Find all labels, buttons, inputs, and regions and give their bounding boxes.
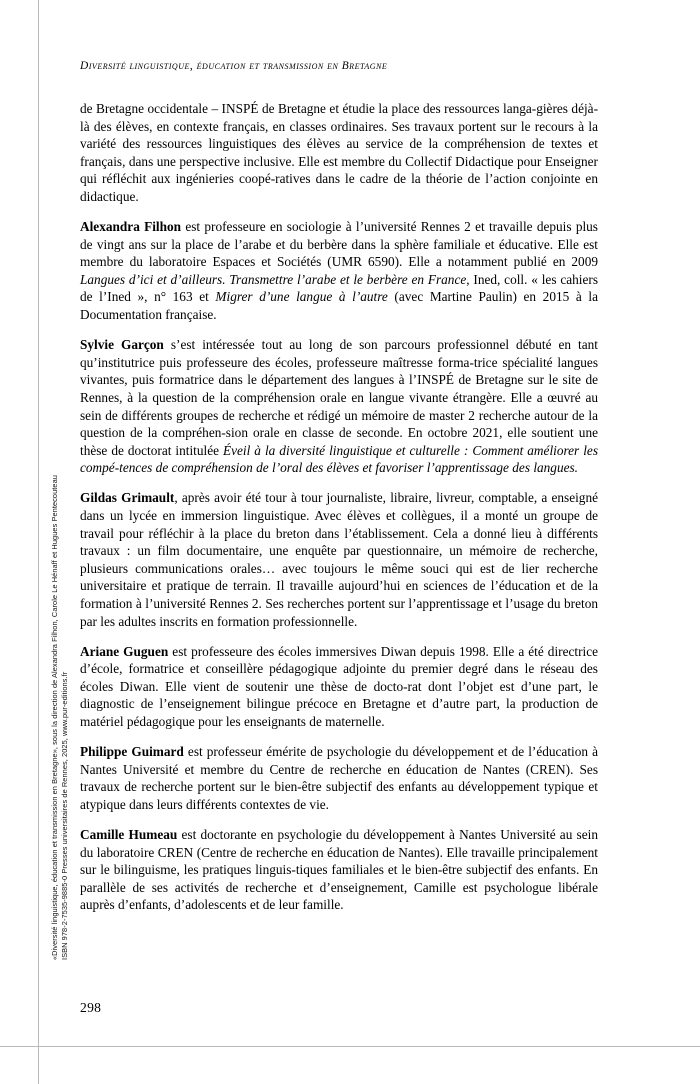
page-number: 298 — [80, 1000, 102, 1015]
title-italic: Langues d’ici et d’ailleurs. Transmettre l’arabe et le berbère en France — [80, 271, 467, 287]
spine-line-2: ISBN 978-2-7535-9885-0 Presses universitaires de Rennes, 2025, www.pur-editions.fr — [60, 671, 69, 960]
title-italic: Migrer d’une langue à l’autre — [215, 289, 388, 305]
contributor-name: Ariane Guguen — [80, 643, 169, 659]
para-ariane-guguen — [80, 643, 598, 731]
paragraph-text: de Bretagne occidentale – INSPÉ de Bretagne et étudie la place des ressources langa-gières déjà-là des élèves, en contexte français, en classes ordinaires. Ses travaux portent sur le recours à la variété des ressources linguistiques des élèves au service de la compréhension de textes et français, dans une perspective inclusive. Elle est membre du Collectif Didactique pour Enseigner qui réfléchit aux ingénieries coopé-ratives dans le cadre de la théorie de l’action conjointe en didactique. — [80, 101, 598, 204]
contributor-name: Sylvie Garçon — [80, 337, 164, 353]
contributor-name: Philippe Guimard — [80, 744, 184, 760]
page-border-vertical-rule — [38, 0, 39, 1084]
paragraph-text: est professeure en sociologie à l’université Rennes 2 et travaille depuis plus de vingt ans sur la place de l’arabe et du berbère dans la sphère familiale et éducative. Elle est membre du laboratoire Espaces et Sociétés (UMR 6590). Elle a notamment publié en 2009 — [80, 219, 598, 270]
para-sylvie-garcon — [80, 336, 598, 477]
spine-copyright-text — [50, 340, 70, 960]
contributor-name: Gildas Grimault — [80, 490, 175, 506]
para-alexandra-filhon — [80, 218, 598, 324]
contributor-name: Camille Humeau — [80, 826, 178, 842]
para-gildas-grimault — [80, 489, 598, 630]
para-philippe-guimard — [80, 743, 598, 813]
paragraph-text: est professeur émérite de psychologie du développement et de l’éducation à Nantes Université et membre du Centre de recherche en éducation de Nantes (CREN). Ses travaux de recherche portent sur le bien-être subjectif des enfants au développement typique et atypique dans leurs différents contextes de vie. — [80, 744, 598, 812]
paragraph-text: est doctorante en psychologie du développement à Nantes Université au sein du laboratoire CREN (Centre de recherche en éducation de Nantes). Elle travaille principalement sur le bilinguisme, les pratiques linguis-tiques familiales et le bien-être subjectif des enfants. En parallèle de ses activités de recherche et d’enseignement, Camille est psychologue libérale auprès d’enfants, d’adolescents et de leur famille. — [80, 826, 598, 913]
contributor-name: Alexandra Filhon — [80, 219, 182, 235]
running-head: Diversité linguistique, éducation et transmission en Bretagne — [80, 60, 388, 72]
spine-line-1: «Diversité linguistique, éducation et transmission en Bretagne», sous la direction de Alexandra Filhon, Carole Le Hénaff et Hugues Pentecouteau — [50, 475, 59, 960]
paragraph-text: , après avoir été tour à tour journaliste, libraire, livreur, comptable, a enseigné dans un lycée en immersion linguistique. Avec élèves et collègues, il a monté un groupe de travail pour réfléchir à la place du breton dans l’établissement. Cela a donné lieu à différents travaux : un film documentaire, une enquête par questionnaire, un mémoire de recherche, plusieurs communications orales… avec toujours le même souci qui est de lier recherche universitaire et pratique de terrain. Il travaille aujourd’hui en sciences de l’éducation et de la formation à l’université Rennes 2. Ses recherches portent sur l’apprentissage et l’usage du breton par les adultes inscrits en formation professionnelle. — [80, 490, 598, 629]
paragraph-text: est professeure des écoles immersives Diwan depuis 1998. Elle a été directrice d’école, formatrice et conseillère pédagogique adjointe du premier degré dans le réseau des écoles Diwan. Elle vient de soutenir une thèse de docto-rat dont l’objet est d’une part, le diagnostic de l’enseignement bilingue précoce en Bretagne et d’autre part, la production de matériel pédagogique pour les enseignants de maternelle. — [80, 643, 599, 729]
page-border-bottom-rule — [0, 1046, 700, 1047]
body-text — [80, 100, 598, 914]
para-camille-humeau — [80, 826, 598, 914]
title-italic: Éveil à la diversité linguistique et culturelle : Comment améliorer les compé-tences de compréhension de l’oral des élèves et favoriser l’apprentissage des langues. — [80, 442, 599, 476]
paragraph-text: , Ined, coll. « les cahiers de l’Ined », n° 163 et — [80, 271, 598, 305]
para-continuation — [80, 100, 598, 206]
paragraph-text: (avec Martine Paulin) en 2015 à la Documentation française. — [80, 289, 598, 323]
paragraph-text: s’est intéressée tout au long de son parcours professionnel débuté en tant qu’institutrice puis professeure des écoles, professeure maîtresse forma-trice spécialité langues vivantes, puis formatrice dans le département des langues à l’INSPÉ de Bretagne sur le site de Rennes, à la question de la compréhension orale en langue vivante étrangère. Elle a œuvré au sein de différents groupes de recherche et rédigé un mémoire de master 2 recherche autour de la question de la compréhen-sion orale en classe de seconde. En octobre 2021, elle soutient une thèse de doctorat intitulée — [80, 337, 598, 458]
